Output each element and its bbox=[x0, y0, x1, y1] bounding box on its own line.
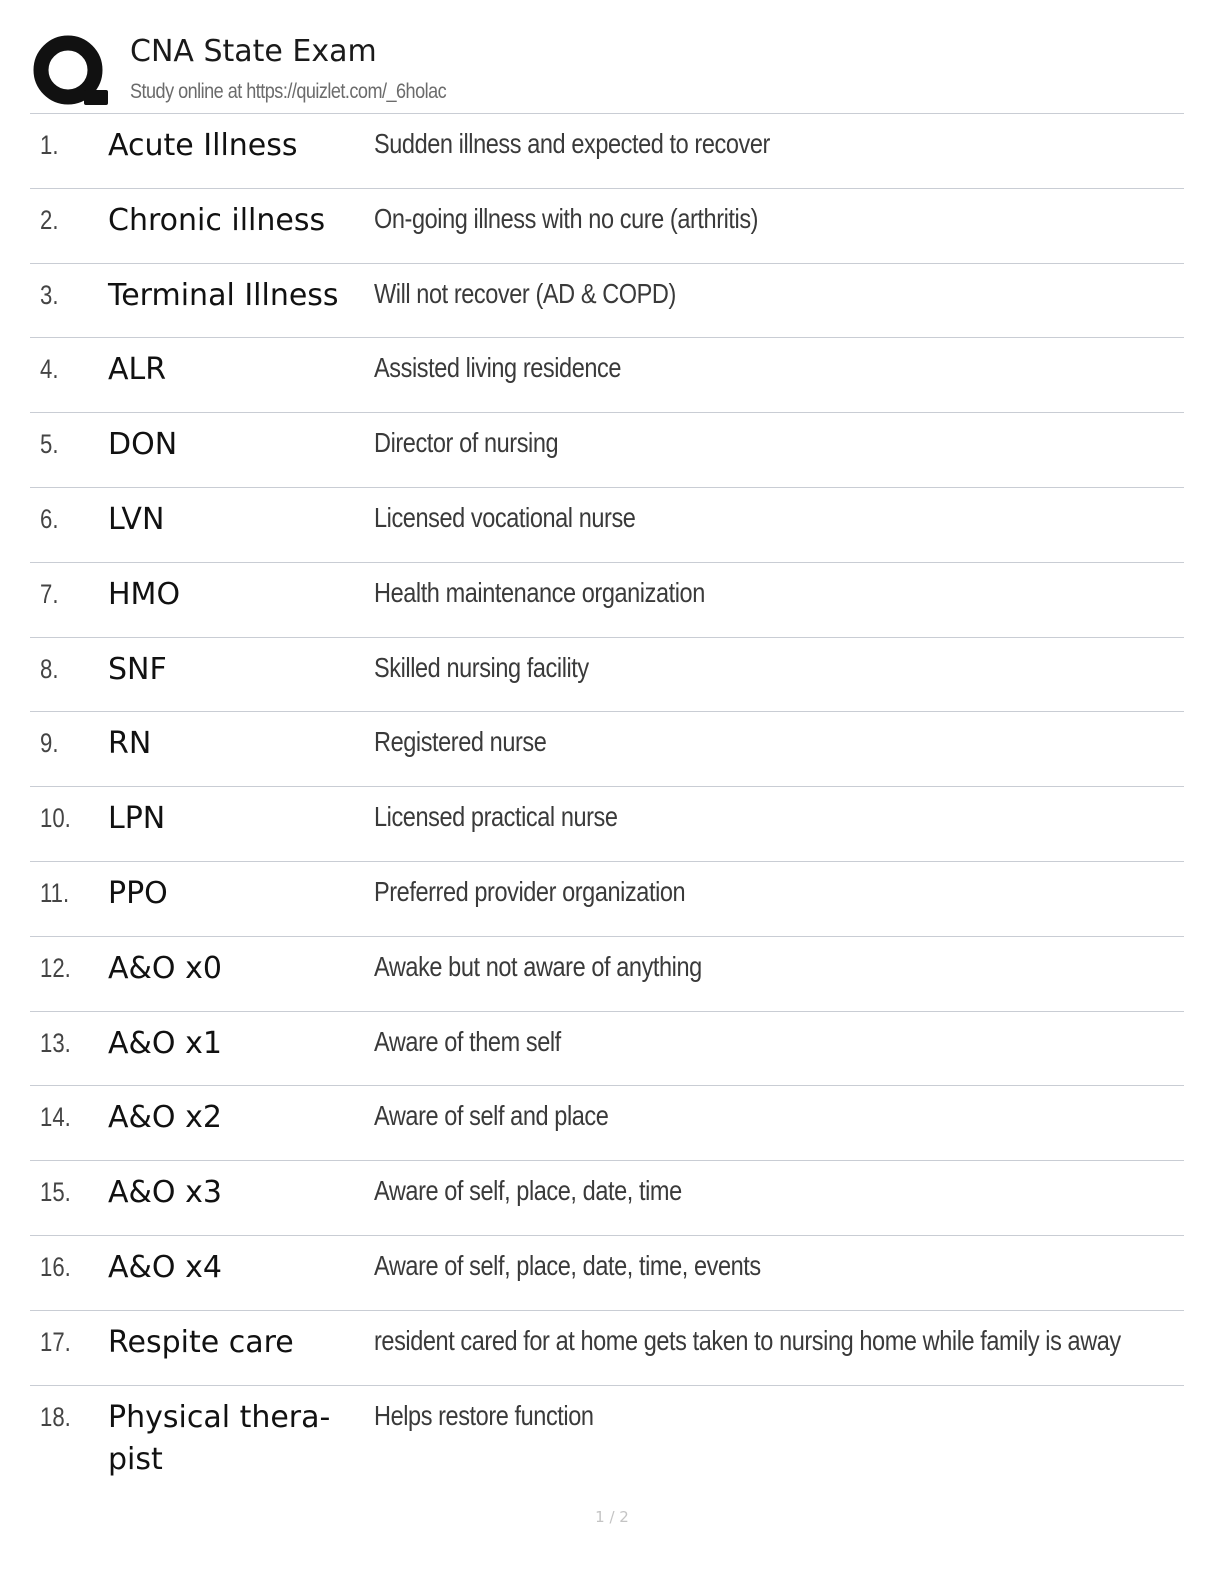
card-number: 15. bbox=[40, 1177, 71, 1208]
card-definition: Aware of them self bbox=[374, 1025, 561, 1057]
card-term: DON bbox=[108, 427, 178, 463]
card-term: A&O x1 bbox=[108, 1025, 222, 1061]
card-number: 8. bbox=[40, 653, 59, 684]
row-divider bbox=[30, 1310, 1184, 1311]
row-divider bbox=[30, 412, 1184, 413]
card-number: 12. bbox=[40, 952, 71, 983]
row-divider bbox=[30, 188, 1184, 189]
card-number: 9. bbox=[40, 728, 59, 759]
card-definition: Aware of self, place, date, time, events bbox=[374, 1250, 761, 1281]
card-term: Terminal Illness bbox=[108, 277, 339, 313]
card-number: 6. bbox=[40, 504, 59, 534]
card-definition: Assisted living residence bbox=[374, 352, 622, 384]
card-definition: On-going illness with no cure (arthritis) bbox=[374, 202, 759, 234]
card-term: RN bbox=[108, 726, 152, 762]
card-term: LPN bbox=[108, 801, 166, 837]
card-definition: Awake but not aware of anything bbox=[374, 950, 702, 982]
card-number: 1. bbox=[40, 130, 59, 160]
card-number: 2. bbox=[40, 204, 59, 235]
card-term: A&O x0 bbox=[108, 950, 222, 986]
card-definition: Sudden illness and expected to recover bbox=[374, 128, 770, 159]
card-definition: Helps restore function bbox=[374, 1399, 594, 1431]
card-term: Respite care bbox=[108, 1324, 294, 1360]
card-definition: Will not recover (AD & COPD) bbox=[374, 277, 676, 309]
card-term: Physical thera- pist bbox=[108, 1399, 331, 1477]
row-divider bbox=[30, 337, 1184, 338]
row-divider bbox=[30, 487, 1184, 488]
page-number: 1 / 2 bbox=[595, 1508, 629, 1526]
row-divider bbox=[30, 786, 1184, 787]
row-divider bbox=[30, 1160, 1184, 1161]
row-divider bbox=[30, 263, 1184, 264]
card-number: 5. bbox=[40, 429, 59, 460]
card-number: 4. bbox=[40, 354, 59, 385]
card-number: 17. bbox=[40, 1326, 71, 1357]
card-number: 18. bbox=[40, 1401, 71, 1432]
card-term: A&O x4 bbox=[108, 1250, 222, 1285]
row-divider bbox=[30, 113, 1184, 114]
row-divider bbox=[30, 1085, 1184, 1086]
row-divider bbox=[30, 1385, 1184, 1386]
card-definition: resident cared for at home gets taken to nursing home while family is away bbox=[374, 1324, 1121, 1356]
card-definition: Skilled nursing facility bbox=[374, 651, 589, 683]
card-term: HMO bbox=[108, 576, 181, 612]
card-term: SNF bbox=[108, 651, 167, 687]
card-definition: Preferred provider organization bbox=[374, 876, 686, 907]
card-number: 3. bbox=[40, 279, 59, 310]
card-number: 16. bbox=[40, 1252, 71, 1282]
card-term: A&O x2 bbox=[108, 1100, 222, 1136]
row-divider bbox=[30, 861, 1184, 862]
card-definition: Licensed vocational nurse bbox=[374, 502, 636, 533]
quizlet-logo-icon bbox=[32, 34, 108, 110]
row-divider bbox=[30, 1011, 1184, 1012]
card-definition: Licensed practical nurse bbox=[374, 801, 618, 833]
card-term: Acute Illness bbox=[108, 128, 298, 163]
study-online-link[interactable]: Study online at https://quizlet.com/_6holac bbox=[130, 80, 447, 103]
card-number: 7. bbox=[40, 578, 59, 609]
card-term: PPO bbox=[108, 876, 168, 911]
row-divider bbox=[30, 711, 1184, 712]
card-definition: Health maintenance organization bbox=[374, 576, 705, 608]
card-number: 13. bbox=[40, 1027, 71, 1058]
card-term: Chronic illness bbox=[108, 202, 326, 238]
card-number: 14. bbox=[40, 1102, 71, 1133]
card-definition: Registered nurse bbox=[374, 726, 547, 758]
row-divider bbox=[30, 936, 1184, 937]
card-definition: Aware of self and place bbox=[374, 1100, 609, 1132]
card-term: LVN bbox=[108, 502, 165, 537]
row-divider bbox=[30, 562, 1184, 563]
card-definition: Aware of self, place, date, time bbox=[374, 1175, 682, 1207]
row-divider bbox=[30, 1235, 1184, 1236]
header bbox=[32, 30, 1184, 114]
card-term: A&O x3 bbox=[108, 1175, 222, 1211]
card-term: ALR bbox=[108, 352, 167, 388]
page-title: CNA State Exam bbox=[130, 34, 377, 69]
row-divider bbox=[30, 637, 1184, 638]
card-definition: Director of nursing bbox=[374, 427, 559, 459]
card-number: 11. bbox=[40, 878, 70, 908]
card-number: 10. bbox=[40, 803, 71, 834]
